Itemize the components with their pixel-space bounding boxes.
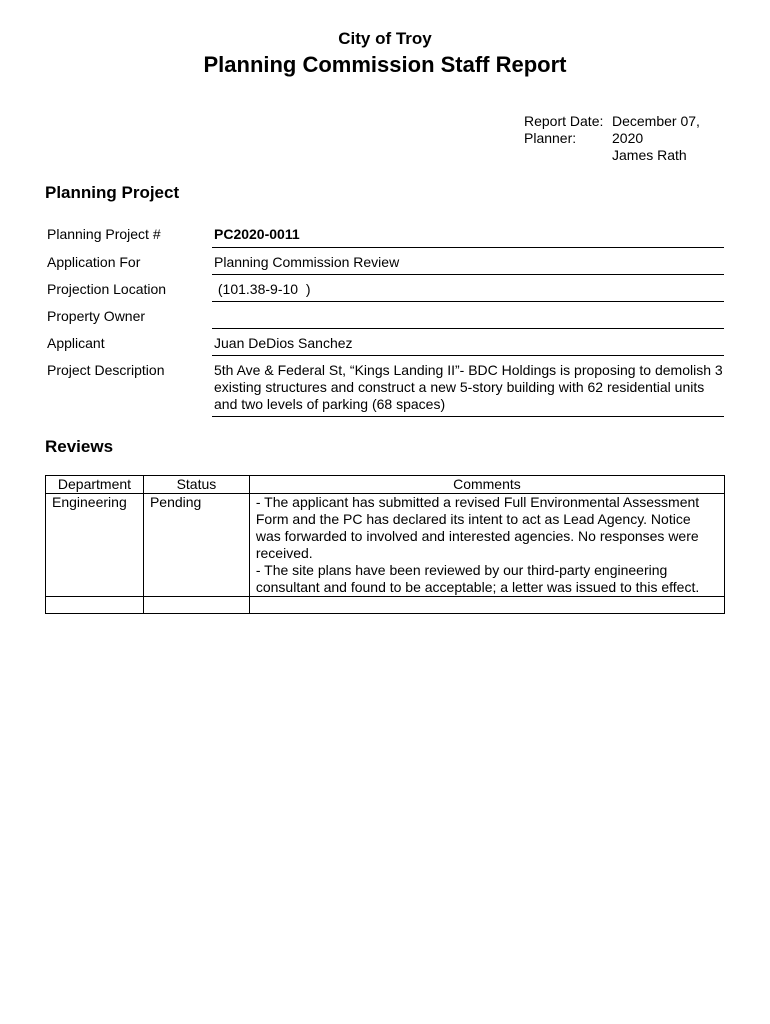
empty-cell — [249, 597, 724, 614]
page-title: Planning Commission Staff Report — [203, 52, 567, 77]
project-number-label: Planning Project # — [47, 226, 161, 242]
report-meta-values — [612, 113, 722, 164]
row-divider — [212, 355, 724, 356]
project-number-value: PC2020-0011 — [214, 226, 300, 242]
table-row — [46, 494, 725, 597]
review-status: Pending — [143, 494, 249, 597]
applicant-value: Juan DeDios Sanchez — [214, 335, 353, 351]
column-header-status: Status — [143, 476, 249, 494]
row-divider — [212, 274, 724, 275]
review-comment: - The applicant has submitted a revised Full Environmental Assessment Form and the PC has declared its intent to act as Lead Agency. Notice was forwarded to involved and interested agencies. No responses were received. — [255, 494, 700, 561]
applicant-label: Applicant — [47, 335, 105, 351]
project-description-value: 5th Ave & Federal St, “Kings Landing II”- BDC Holdings is proposing to demolish 3 existing structures and construct a new 5-story building with 62 residential units and two levels of parking (68 spaces) — [214, 362, 723, 412]
review-department: Engineering — [46, 494, 144, 597]
report-date-value: December 07, 2020 — [612, 113, 700, 146]
planning-project-heading: Planning Project — [45, 183, 180, 202]
row-divider — [212, 301, 724, 302]
empty-cell — [46, 597, 144, 614]
projection-location-label: Projection Location — [47, 281, 167, 297]
row-divider — [212, 328, 724, 329]
project-description-label: Project Description — [47, 362, 165, 378]
city-name: City of Troy — [338, 29, 432, 48]
empty-cell — [143, 597, 249, 614]
reviews-table — [45, 475, 725, 614]
table-row-empty — [46, 597, 725, 614]
reviews-header-row — [46, 476, 725, 494]
row-divider — [212, 416, 724, 417]
application-for-label: Application For — [47, 254, 141, 270]
application-for-value: Planning Commission Review — [214, 254, 400, 270]
projection-location-value: (101.38-9-10 ) — [214, 281, 311, 297]
review-comments — [249, 494, 724, 597]
property-owner-label: Property Owner — [47, 308, 146, 324]
column-header-comments: Comments — [249, 476, 724, 494]
report-date-label: Report Date: — [524, 113, 604, 129]
planner-label: Planner: — [524, 130, 577, 146]
column-header-department: Department — [46, 476, 144, 494]
row-divider — [212, 247, 724, 248]
review-comment: - The site plans have been reviewed by our third-party engineering consultant and found to be acceptable; a letter was issued to this effect. — [255, 562, 700, 595]
reviews-heading: Reviews — [45, 437, 114, 456]
planner-value: James Rath — [612, 147, 687, 163]
